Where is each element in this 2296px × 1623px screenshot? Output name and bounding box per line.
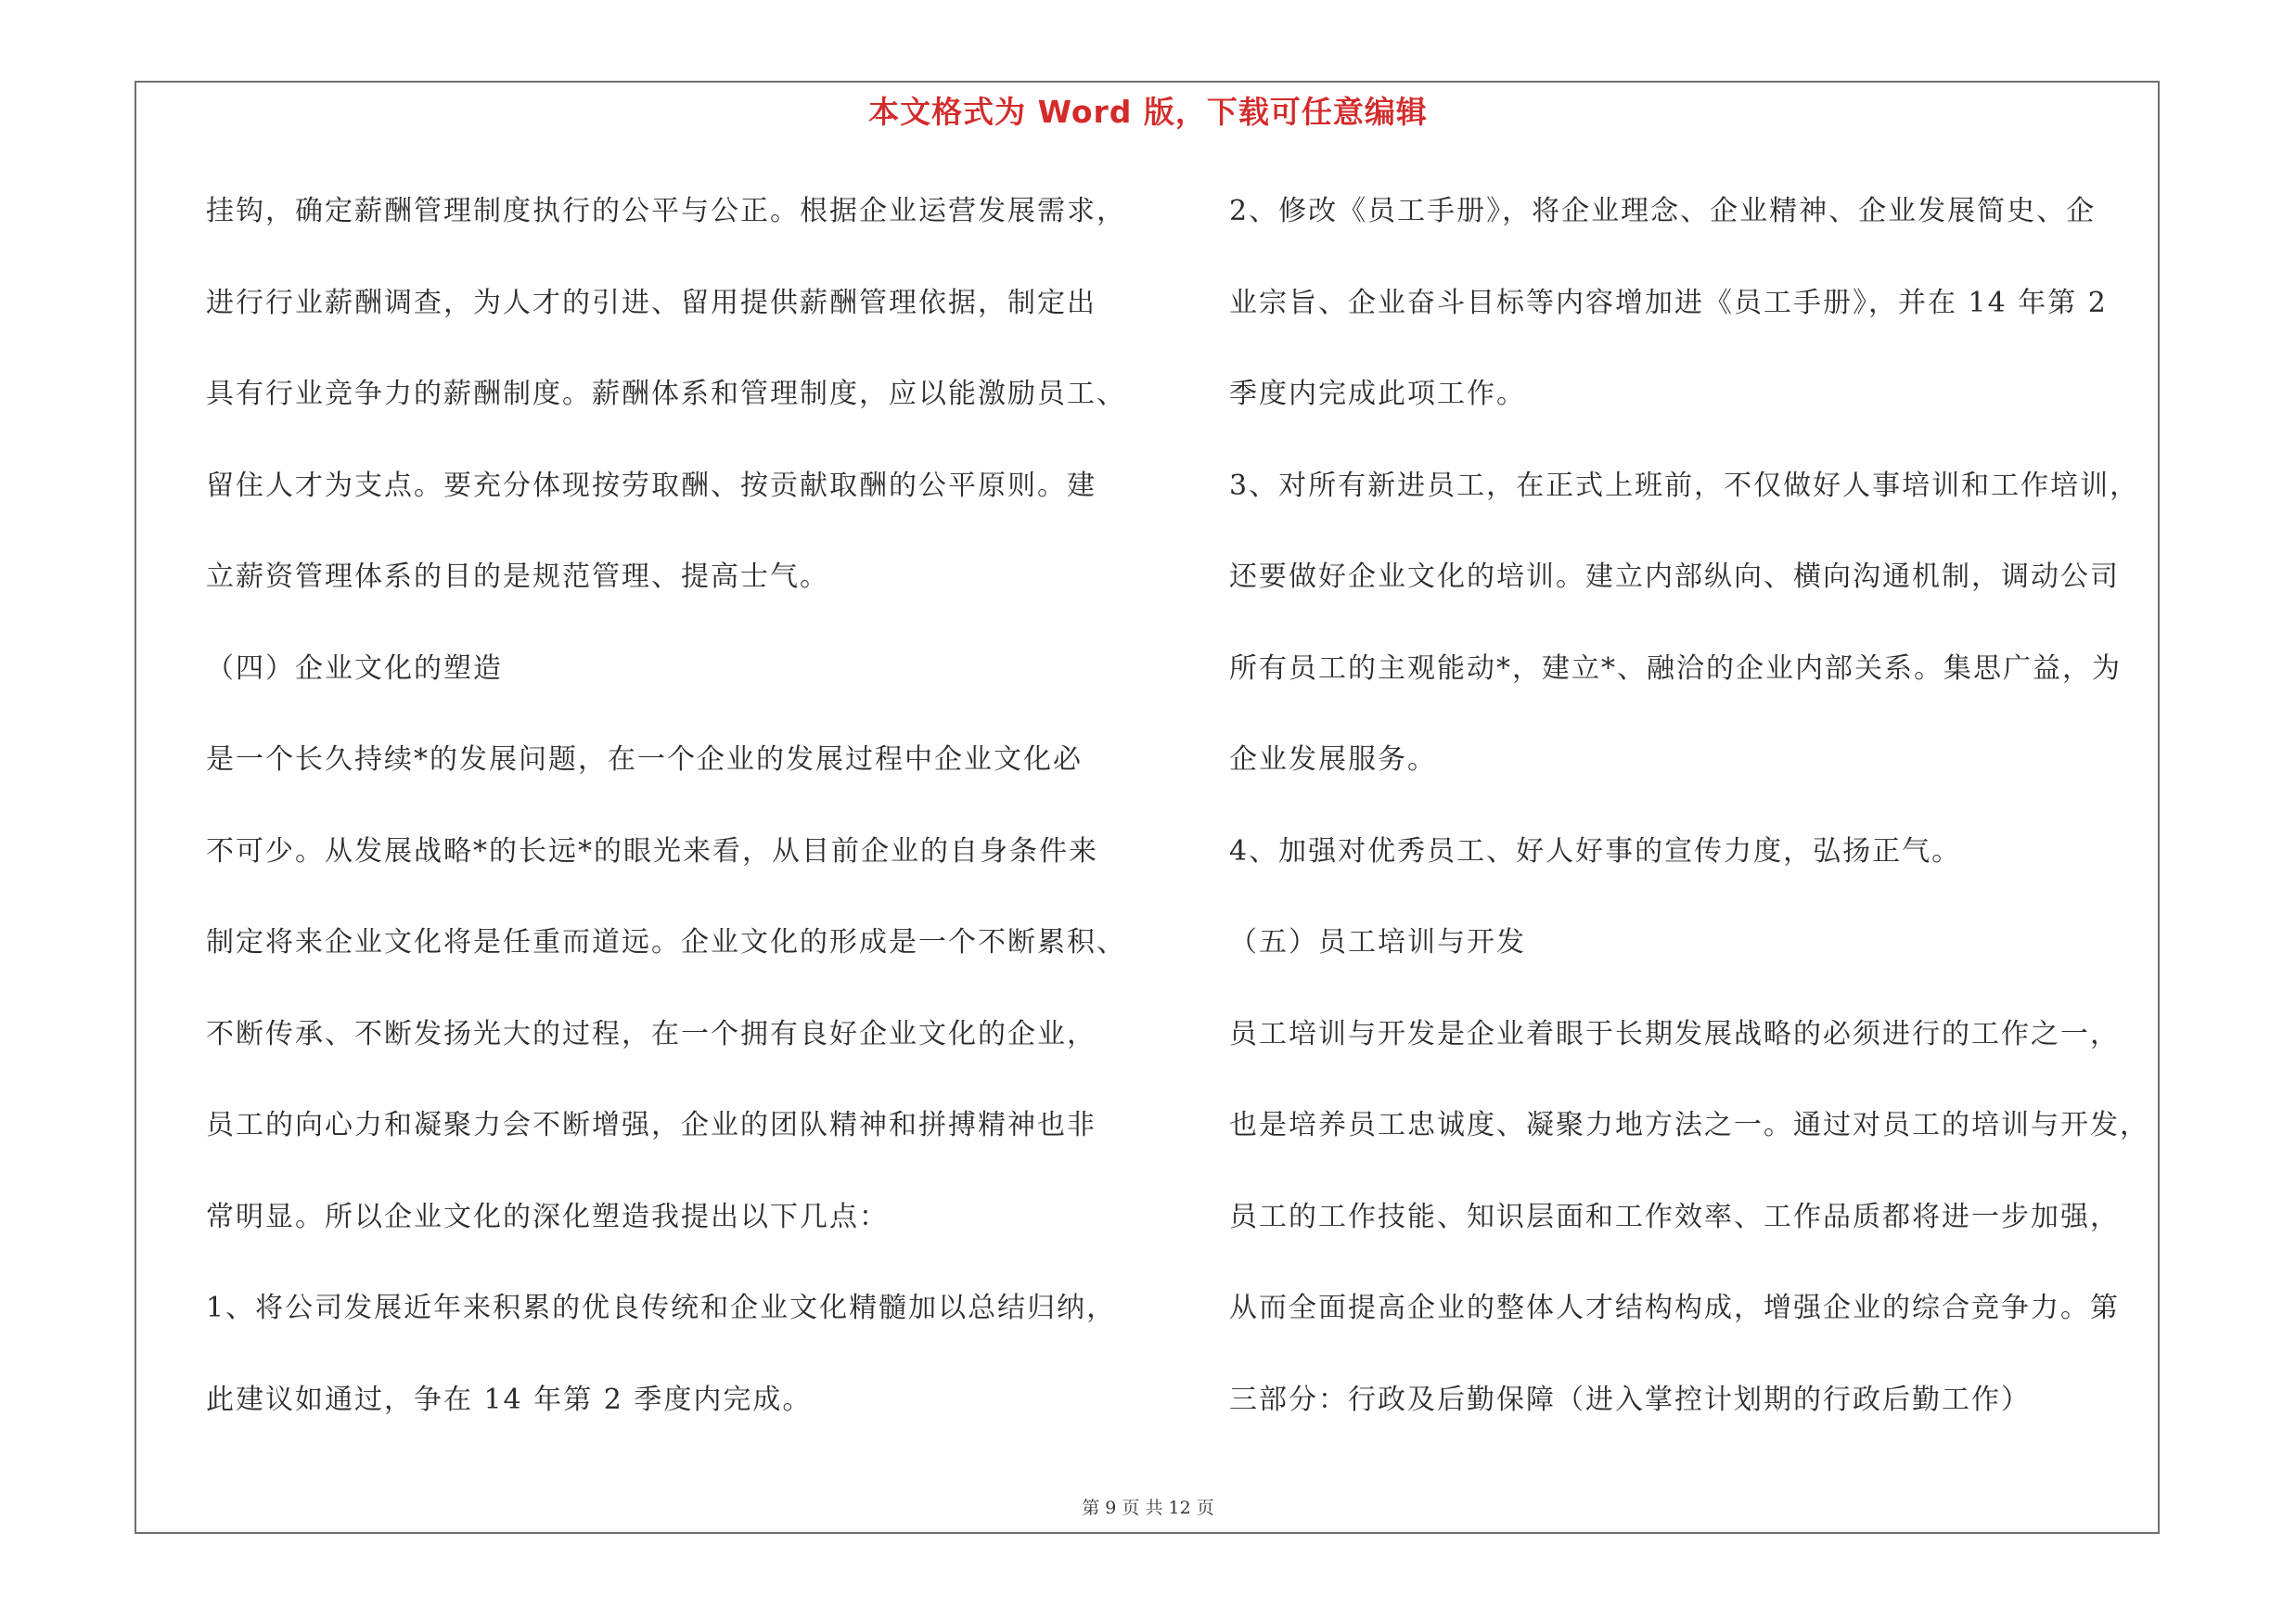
text-line: 员工培训与开发是企业着眼于长期发展战略的必须进行的工作之一， [1229,1017,2120,1050]
text-line: 也是培养员工忠诚度、凝聚力地方法之一。通过对员工的培训与开发， [1229,1109,2149,1141]
text-line: 此建议如通过，争在 14 年第 2 季度内完成。 [206,1383,813,1416]
text-line: 1、将公司发展近年来积累的优良传统和企业文化精髓加以总结归纳， [206,1292,1117,1324]
text-line: 挂钩，确定薪酬管理制度执行的公平与公正。根据企业运营发展需求， [206,195,1126,227]
text-line: 进行行业薪酬调查，为人才的引进、留用提供薪酬管理依据，制定出 [206,286,1097,319]
text-line: 3、对所有新进员工，在正式上班前，不仅做好人事培训和工作培训， [1229,469,2140,502]
text-line: 所有员工的主观能动*，建立*、融洽的企业内部关系。集思广益，为 [1229,651,2122,685]
text-line: 2、修改《员工手册》，将企业理念、企业精神、企业发展简史、企 [1229,195,2097,227]
header-banner: 本文格式为 Word 版，下载可任意编辑 [868,94,1428,130]
text-line: 留住人才为支点。要充分体现按劳取酬、按贡献取酬的公平原则。建 [206,469,1097,502]
text-line: 立薪资管理体系的目的是规范管理、提高士气。 [206,560,829,593]
text-line: 三部分：行政及后勤保障（进入掌控计划期的行政后勤工作） [1229,1383,2031,1416]
text-line: 员工的向心力和凝聚力会不断增强，企业的团队精神和拼搏精神也非 [206,1109,1097,1141]
section-heading: （五）员工培训与开发 [1229,926,1526,959]
text-line: 员工的工作技能、知识层面和工作效率、工作品质都将进一步加强， [1229,1200,2120,1233]
text-line: 是一个长久持续*的发展问题，在一个企业的发展过程中企业文化必 [206,743,1083,776]
page-number: 第 9 页 共 12 页 [1082,1498,1214,1518]
section-heading: （四）企业文化的塑造 [206,651,503,685]
left-column [206,184,1161,1463]
text-line: 季度内完成此项工作。 [1229,378,1526,410]
text-line: 不断传承、不断发扬光大的过程，在一个拥有良好企业文化的企业， [206,1017,1097,1050]
text-line: 具有行业竞争力的薪酬制度。薪酬体系和管理制度，应以能激励员工、 [206,378,1126,410]
right-column [1229,184,2168,1463]
text-line: 从而全面提高企业的整体人才结构构成，增强企业的综合竞争力。第 [1229,1292,2120,1324]
text-line: 业宗旨、企业奋斗目标等内容增加进《员工手册》，并在 14 年第 2 [1229,286,2108,319]
text-line: 还要做好企业文化的培训。建立内部纵向、横向沟通机制，调动公司 [1229,560,2120,593]
text-line: 常明显。所以企业文化的深化塑造我提出以下几点： [206,1200,889,1233]
text-line: 4、加强对优秀员工、好人好事的宣传力度，弘扬正气。 [1229,834,1962,868]
text-line: 企业发展服务。 [1229,743,1437,776]
text-line: 制定将来企业文化将是任重而道远。企业文化的形成是一个不断累积、 [206,926,1126,959]
text-line: 不可少。从发展战略*的长远*的眼光来看，从目前企业的自身条件来 [206,834,1098,868]
